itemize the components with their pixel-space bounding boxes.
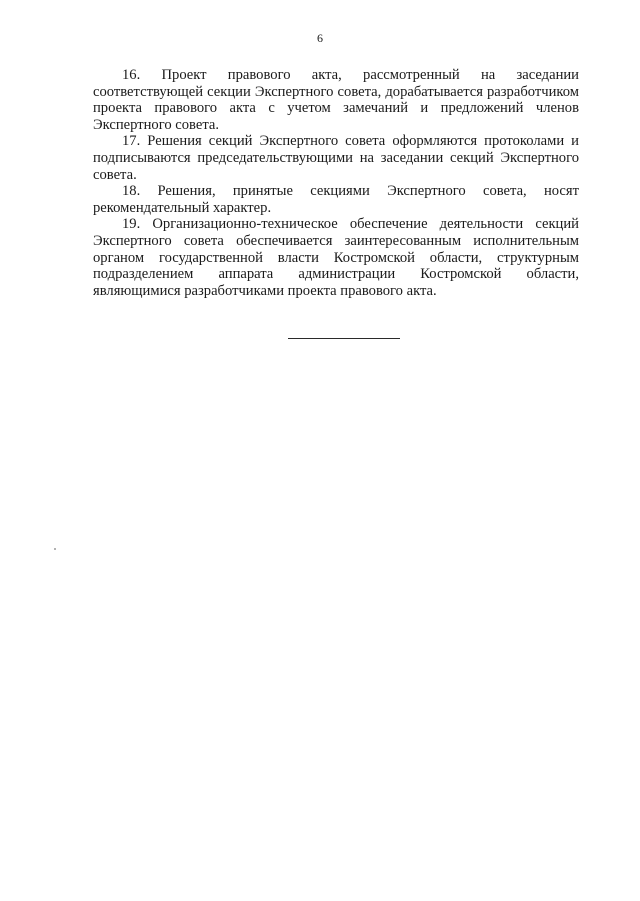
paragraph-16: 16. Проект правового акта, рассмотренный на заседании соответствующей секции Экспертного совета, дорабатывается разработчиком проекта правового акта с учетом замечаний и предложений членов Экспертного совета. <box>93 67 579 133</box>
end-divider-line <box>288 338 400 339</box>
paragraph-19: 19. Организационно-техническое обеспечение деятельности секций Экспертного совета обеспечивается заинтересованным исполнительным органом государственной власти Костромской области, структурным подразделением аппарата администрации Костромской области, являющимися разработчиками проекта правового акта. <box>93 216 579 299</box>
document-body <box>93 67 579 299</box>
paragraph-17: 17. Решения секций Экспертного совета оформляются протоколами и подписываются председательствующими на заседании секций Экспертного совета. <box>93 133 579 183</box>
paragraph-18: 18. Решения, принятые секциями Экспертного совета, носят рекомендательный характер. <box>93 183 579 216</box>
page-number: 6 <box>317 31 323 45</box>
scan-speck <box>54 548 56 550</box>
